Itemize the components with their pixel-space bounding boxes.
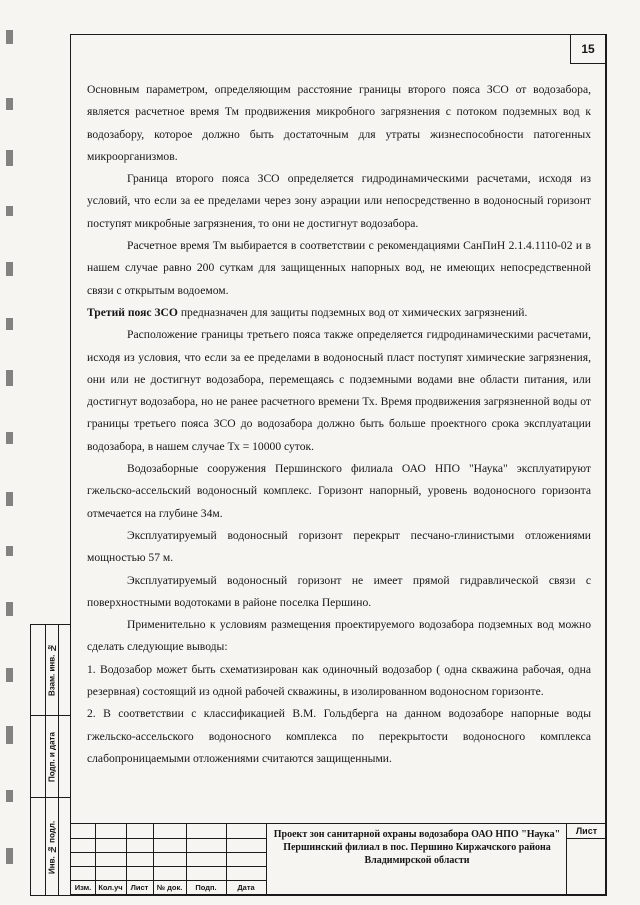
signature-sidebar [30, 624, 70, 896]
page-number: 15 [570, 35, 605, 64]
signature-date-label: Подп. и дата [47, 732, 57, 782]
binding-edge-marks [0, 0, 22, 905]
paragraph: Граница второго пояса ЗСО определяется гидродинамическими расчетами, исходя из условий, что если за ее пределами через зону аэрации или непосредственно в водоносный горизонт поступят микробные загрязнения, то они не достигнут водозабора. [87, 172, 591, 230]
original-inventory-label: Инв. № подл. [47, 820, 57, 874]
project-title: Проект зон санитарной охраны водозабора ОАО НПО "Наука" Першинский филиал в пос. Першино Киржачского района Владимирской области [273, 829, 561, 866]
third-zone-heading: Третий пояс ЗСО [87, 305, 178, 319]
stamp-header: № док. [156, 883, 183, 892]
paragraph: Расположение границы третьего пояса также определяется гидродинамическими расчетами, исходя из условия, что если за ее пределами в водоносный пласт поступят химические загрязнения, они или не достигнут водозабора, перемещаясь с подземными водами вне области питания, или достигнут водозабора, но не ранее расчетного времени Тх. Время продвижения загрязненной воды от границы третьего пояса ЗСО до водозабора должно быть больше проектного срока эксплуатации водозабора, в нашем случае Тх = 10000 суток. [87, 328, 591, 453]
sheet-box [566, 824, 606, 894]
stamp-header: Кол.уч [98, 883, 123, 892]
paragraph: Водозаборные сооружения Першинского филиала ОАО НПО "Наука" эксплуатируют гжельско-ассельский водоносный комплекс. Горизонт напорный, уровень водоносного горизонта отмечается на глубине 34м. [87, 462, 591, 520]
third-zone-text: предназначен для защиты подземных вод от химических загрязнений. [177, 305, 528, 319]
conclusion-item: 2. В соответствии с классификацией В.М. Гольдберга на данном водозаборе напорные воды гжельско-ассельского водоносного комплекса по перекрытости водоносного комплекса слабопроницаемыми отложениями считаются защищенными. [87, 707, 591, 765]
title-block [71, 823, 606, 894]
document-body [87, 79, 591, 770]
stamp-header: Подп. [195, 883, 217, 892]
paragraph: Расчетное время Тм выбирается в соответствии с рекомендациями СанПиН 2.1.4.1110-02 и в нашем случае равно 200 суткам для защищенных напорных вод, не имеющих непосредственной связи с открытым водоемом. [87, 239, 591, 297]
conclusion-item: 1. Водозабор может быть схематизирован как одиночный водозабор ( одна скважина рабочая, одна резервная) состоящий из одной рабочей скважины, в изолированном водоносном горизонте. [87, 662, 591, 699]
revision-grid [71, 824, 267, 894]
paragraph: Применительно к условиям размещения проектируемого водозабора подземных вод можно сделать следующие выводы: [87, 618, 591, 654]
stamp-header: Изм. [74, 883, 92, 892]
paragraph: Основным параметром, определяющим расстояние границы второго пояса ЗСО от водозабора, является расчетное время Тм продвижения микробного загрязнения с потоком подземных вод к водозабору, которое должно быть достаточным для утраты жизнеспособности патогенных микроорганизмов. [87, 83, 591, 163]
stamp-header: Лист [130, 883, 149, 892]
paragraph: Эксплуатируемый водоносный горизонт не имеет прямой гидравлической связи с поверхностными водотоками в районе поселка Першино. [87, 573, 591, 609]
paragraph: Эксплуатируемый водоносный горизонт перекрыт песчано-глинистыми отложениями мощностью 57 м. [87, 528, 591, 565]
replacement-inventory-label: Взам. инв. № [47, 643, 57, 697]
stamp-header: Дата [237, 883, 255, 892]
third-zone-paragraph [87, 302, 591, 324]
sheet-label: Лист [567, 824, 606, 839]
page-frame [70, 34, 607, 896]
